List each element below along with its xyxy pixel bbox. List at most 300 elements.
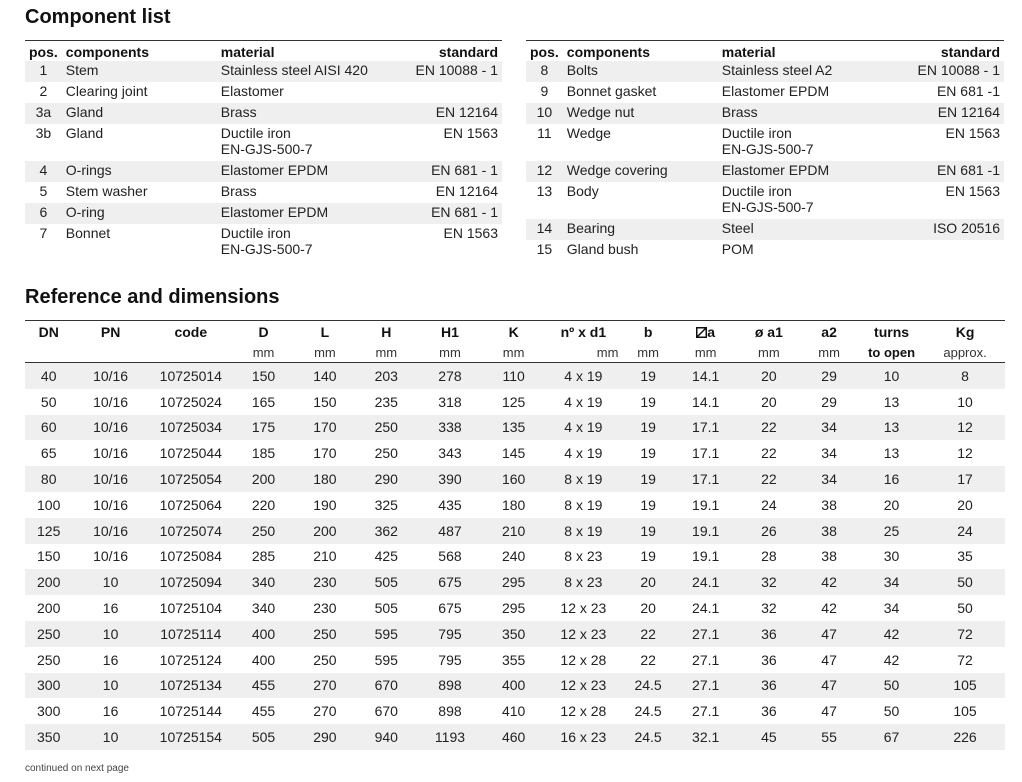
dim-cell: 36 <box>761 651 777 668</box>
dim-cell: 10725154 <box>149 724 233 750</box>
material-line: Ductile iron <box>220 225 291 241</box>
square-with-diagonal-icon <box>696 324 707 340</box>
dim-cell: 20 <box>761 393 777 410</box>
dimension-row <box>25 440 1005 466</box>
component-pos: 5 <box>39 183 48 199</box>
dim-cell: 200 <box>233 466 294 492</box>
component-name: Wedge covering <box>563 161 718 182</box>
component-pos: 9 <box>540 83 549 99</box>
dim-cell: 19 <box>622 518 673 544</box>
dim-cell: 10725114 <box>149 621 233 647</box>
dim-cell: 10/16 <box>72 363 148 389</box>
material-line: EN-GJS-500-7 <box>220 141 313 157</box>
component-pos: 10 <box>526 103 563 124</box>
dim-cell: 19 <box>640 496 656 513</box>
dim-cell: 595 <box>374 651 398 668</box>
dim-cell: 20 <box>957 496 973 513</box>
dim-cell: 675 <box>438 600 462 617</box>
dim-unit: mm <box>356 342 417 363</box>
dim-cell: 235 <box>374 393 398 410</box>
dim-cell: 32 <box>738 569 801 595</box>
dim-cell: 47 <box>800 621 858 647</box>
dim-cell: 230 <box>294 569 355 595</box>
component-table-left <box>25 40 502 261</box>
dim-cell: 14.1 <box>692 393 720 410</box>
dim-cell: 8 x 19 <box>544 466 622 492</box>
dim-cell: 24.5 <box>622 673 673 699</box>
dim-cell: 240 <box>501 548 526 565</box>
component-material <box>217 82 395 103</box>
dim-cell: 487 <box>417 518 483 544</box>
dim-cell: 200 <box>294 518 355 544</box>
dim-cell: 10725064 <box>159 496 222 513</box>
component-name: O-rings <box>62 161 217 182</box>
component-material <box>718 103 896 124</box>
dim-header: code <box>174 323 208 340</box>
dim-cell: 210 <box>313 548 337 565</box>
dim-cell: 38 <box>821 496 837 513</box>
dim-cell: 12 x 28 <box>560 703 607 720</box>
header-components: components <box>65 44 150 60</box>
dim-cell: 10725124 <box>159 651 222 668</box>
dim-cell: 180 <box>294 466 355 492</box>
component-name: Bearing <box>563 219 718 240</box>
dimension-row <box>25 363 1005 389</box>
dim-cell: 24.5 <box>622 724 673 750</box>
dim-cell: 19 <box>640 548 656 565</box>
dim-cell: 72 <box>925 621 1005 647</box>
component-row <box>526 103 1004 124</box>
dim-cell: 10725104 <box>159 600 222 617</box>
dim-cell: 300 <box>37 703 61 720</box>
dim-cell: 8 <box>925 363 1005 389</box>
component-pos: 13 <box>536 183 553 199</box>
dimension-row <box>25 544 1005 570</box>
dim-cell: 10 <box>72 673 148 699</box>
material-line: Stainless steel AISI 420 <box>220 62 368 78</box>
dim-cell: 250 <box>233 518 294 544</box>
dim-unit: mm <box>294 342 355 363</box>
dim-cell: 34 <box>800 415 858 441</box>
dim-cell: 350 <box>483 621 544 647</box>
dim-cell: 290 <box>294 724 355 750</box>
dimension-row <box>25 621 1005 647</box>
dim-cell: 10/16 <box>72 518 148 544</box>
component-pos: 2 <box>39 83 48 99</box>
component-standard: EN 1563 <box>443 225 498 241</box>
component-name: Stem washer <box>65 183 148 199</box>
material-line: Steel <box>721 220 754 236</box>
dim-cell: 50 <box>925 569 1005 595</box>
material-line: Elastomer EPDM <box>721 83 830 99</box>
component-name: Bonnet gasket <box>566 83 657 99</box>
dim-cell: 285 <box>251 548 276 565</box>
header-material: material <box>721 44 776 60</box>
component-row <box>526 161 1004 182</box>
component-material <box>217 103 395 124</box>
component-row <box>526 124 1004 161</box>
component-pos: 12 <box>526 161 563 182</box>
dim-cell: 270 <box>313 703 337 720</box>
dim-cell: 220 <box>251 496 276 513</box>
header-material: material <box>220 44 275 60</box>
dim-header: H <box>381 323 392 340</box>
dim-cell: 250 <box>374 445 398 462</box>
dimension-row <box>25 673 1005 699</box>
dim-cell: 28 <box>761 548 777 565</box>
dim-cell: 105 <box>953 703 977 720</box>
dim-cell: 19 <box>622 466 673 492</box>
dim-cell: 10/16 <box>93 393 129 410</box>
dim-cell: 36 <box>738 621 801 647</box>
dim-cell: 295 <box>501 600 526 617</box>
dim-cell: 200 <box>25 569 72 595</box>
dim-cell: 20 <box>640 600 656 617</box>
dimension-row <box>25 724 1005 750</box>
dim-cell: 16 <box>102 651 119 668</box>
component-name: Gland bush <box>566 241 639 257</box>
dim-cell: 16 <box>102 600 119 617</box>
dim-unit <box>72 342 148 363</box>
material-line: Brass <box>220 183 257 199</box>
dimension-row <box>25 389 1005 415</box>
dim-cell: 47 <box>821 703 837 720</box>
dim-cell: 17.1 <box>674 415 738 441</box>
dim-cell: 24 <box>925 518 1005 544</box>
dim-cell: 4 x 19 <box>544 415 622 441</box>
component-standard <box>395 82 502 103</box>
dim-cell: 455 <box>233 673 294 699</box>
dim-unit: mm <box>738 342 801 363</box>
dim-cell: 32.1 <box>674 724 738 750</box>
component-material <box>217 224 395 261</box>
component-row <box>25 124 502 161</box>
dim-cell: 150 <box>37 548 61 565</box>
component-pos: 8 <box>526 61 563 82</box>
dim-cell: 22 <box>761 445 777 462</box>
dim-cell: 13 <box>883 445 900 462</box>
component-row <box>25 103 502 124</box>
dimensions-title: Reference and dimensions <box>25 286 280 308</box>
dim-cell: 362 <box>356 518 417 544</box>
dim-cell: 17.1 <box>674 466 738 492</box>
dim-cell: 19.1 <box>692 496 720 513</box>
dim-cell: 250 <box>25 621 72 647</box>
dim-unit <box>149 342 233 363</box>
component-pos: 15 <box>536 241 553 257</box>
dim-cell: 185 <box>251 445 276 462</box>
dim-cell: 12 <box>957 445 973 462</box>
dim-unit: mm <box>483 342 544 363</box>
dim-header: PN <box>100 323 121 340</box>
material-line: Brass <box>220 104 257 120</box>
dim-cell: 400 <box>251 651 276 668</box>
component-row <box>25 182 502 203</box>
dim-cell: 150 <box>233 363 294 389</box>
dim-cell: 16 <box>102 703 119 720</box>
dim-cell: 34 <box>858 569 925 595</box>
component-material <box>217 203 395 224</box>
header-standard: standard <box>438 44 498 60</box>
dim-header: DN <box>38 323 59 340</box>
dim-cell: 38 <box>800 518 858 544</box>
dim-cell: 505 <box>233 724 294 750</box>
component-pos: 6 <box>25 203 62 224</box>
component-standard: EN 12164 <box>896 103 1004 124</box>
dim-cell: 42 <box>800 569 858 595</box>
dim-cell: 338 <box>417 415 483 441</box>
dim-header: L <box>320 323 330 340</box>
dim-cell: 350 <box>25 724 72 750</box>
dim-unit: mm <box>233 342 294 363</box>
dim-cell: 8 x 19 <box>564 496 603 513</box>
dim-cell: 40 <box>25 363 72 389</box>
material-line: Ductile iron <box>220 125 291 141</box>
component-pos: 4 <box>25 161 62 182</box>
dim-cell: 20 <box>883 496 900 513</box>
dim-cell: 390 <box>417 466 483 492</box>
dim-cell: 318 <box>438 393 462 410</box>
dim-cell: 19.1 <box>674 518 738 544</box>
dim-cell: 34 <box>800 466 858 492</box>
material-line: Brass <box>721 104 758 120</box>
dim-cell: 110 <box>483 363 544 389</box>
dim-header <box>674 321 738 343</box>
dim-cell: 50 <box>883 703 900 720</box>
dim-cell: 65 <box>40 445 57 462</box>
dim-cell: 595 <box>356 621 417 647</box>
component-pos: 3a <box>25 103 62 124</box>
dim-cell: 10 <box>72 724 148 750</box>
dim-cell: 250 <box>356 415 417 441</box>
dim-cell: 145 <box>501 445 526 462</box>
dim-cell: 505 <box>356 569 417 595</box>
component-name: O-ring <box>62 203 217 224</box>
component-name: Gland <box>65 125 104 141</box>
dim-header-label: a <box>707 323 716 340</box>
dim-cell: 24 <box>761 496 777 513</box>
component-pos: 14 <box>526 219 563 240</box>
dim-cell: 55 <box>800 724 858 750</box>
component-name: Body <box>566 183 599 199</box>
dim-cell: 505 <box>374 600 398 617</box>
component-name: Clearing joint <box>65 83 148 99</box>
dim-cell: 670 <box>356 673 417 699</box>
dim-cell: 175 <box>233 415 294 441</box>
dim-cell: 410 <box>501 703 526 720</box>
dim-cell: 16 x 23 <box>544 724 622 750</box>
dim-cell: 4 x 19 <box>544 363 622 389</box>
dim-cell: 10/16 <box>93 496 129 513</box>
dim-cell: 36 <box>761 703 777 720</box>
dim-cell: 200 <box>37 600 61 617</box>
material-line: EN-GJS-500-7 <box>721 141 814 157</box>
dim-cell: 125 <box>25 518 72 544</box>
component-row <box>526 182 1004 219</box>
dim-cell: 19 <box>640 393 656 410</box>
dim-cell: 20 <box>738 363 801 389</box>
dim-cell: 22 <box>738 466 801 492</box>
component-row <box>25 61 502 82</box>
dim-cell: 72 <box>957 651 973 668</box>
component-material <box>718 182 896 219</box>
dim-unit: mm <box>622 342 673 363</box>
dim-cell: 8 x 23 <box>564 548 603 565</box>
dim-cell: 180 <box>501 496 526 513</box>
dimensions-header <box>25 321 1005 343</box>
dim-cell: 10 <box>957 393 973 410</box>
dim-cell: 898 <box>417 673 483 699</box>
dim-cell: 29 <box>821 393 837 410</box>
dim-cell: 343 <box>438 445 462 462</box>
dim-cell: 10725044 <box>159 445 222 462</box>
dimension-row <box>25 569 1005 595</box>
dim-cell: 203 <box>356 363 417 389</box>
dim-cell: 24.5 <box>634 703 662 720</box>
dim-cell: 20 <box>622 569 673 595</box>
component-standard: EN 1563 <box>945 183 1000 199</box>
dim-cell: 10725014 <box>149 363 233 389</box>
dimension-row <box>25 698 1005 724</box>
dim-cell: 278 <box>417 363 483 389</box>
dim-cell: 400 <box>483 673 544 699</box>
material-line: Elastomer EPDM <box>220 204 329 220</box>
dim-cell: 13 <box>858 415 925 441</box>
material-line: EN-GJS-500-7 <box>721 199 814 215</box>
dim-cell: 60 <box>25 415 72 441</box>
dim-cell: 10 <box>858 363 925 389</box>
dim-cell: 4 x 19 <box>564 445 603 462</box>
dim-cell: 26 <box>738 518 801 544</box>
dim-cell: 295 <box>483 569 544 595</box>
dim-unit: mm <box>544 342 622 363</box>
component-material <box>718 124 896 161</box>
component-table-right <box>526 40 1004 261</box>
component-name: Stem <box>62 61 217 82</box>
dim-cell: 34 <box>883 600 900 617</box>
component-row <box>25 224 502 261</box>
dim-cell: 10725024 <box>159 393 222 410</box>
dim-cell: 105 <box>925 673 1005 699</box>
dim-cell: 10/16 <box>72 466 148 492</box>
dim-unit: mm <box>417 342 483 363</box>
component-standard: EN 681 - 1 <box>395 203 502 224</box>
header-pos: pos. <box>530 44 559 60</box>
material-line: Elastomer <box>220 83 284 99</box>
dim-cell: 230 <box>313 600 337 617</box>
dim-cell: 10 <box>72 569 148 595</box>
dim-cell: 19 <box>640 445 656 462</box>
component-standard <box>896 240 1004 261</box>
dim-cell: 12 <box>925 415 1005 441</box>
component-row <box>526 61 1004 82</box>
dim-cell: 100 <box>37 496 61 513</box>
component-row <box>526 219 1004 240</box>
dim-cell: 8 x 23 <box>544 569 622 595</box>
dim-unit: mm <box>800 342 858 363</box>
dim-cell: 270 <box>294 673 355 699</box>
dim-cell: 340 <box>233 569 294 595</box>
material-line: Elastomer EPDM <box>220 162 329 178</box>
dim-cell: 16 <box>858 466 925 492</box>
dim-cell: 150 <box>313 393 337 410</box>
dim-unit: approx. <box>925 342 1005 363</box>
dim-header: H1 <box>441 323 459 340</box>
component-material <box>718 161 896 182</box>
component-pos: 3b <box>35 125 52 141</box>
dim-header: Kg <box>955 323 975 340</box>
dim-cell: 30 <box>883 548 900 565</box>
dim-unit <box>25 342 72 363</box>
dim-cell: 226 <box>925 724 1005 750</box>
dim-unit: to open <box>858 342 925 363</box>
dim-header: K <box>508 323 519 340</box>
component-row <box>526 82 1004 103</box>
dim-cell: 32 <box>761 600 777 617</box>
dim-cell: 19 <box>622 363 673 389</box>
dim-cell: 13 <box>883 393 900 410</box>
dim-cell: 22 <box>640 651 656 668</box>
dimension-row <box>25 518 1005 544</box>
dimension-row <box>25 492 1005 518</box>
dim-cell: 29 <box>800 363 858 389</box>
component-standard: EN 681 -1 <box>896 161 1004 182</box>
material-line: Elastomer EPDM <box>721 162 830 178</box>
component-material <box>217 124 395 161</box>
component-pos: 1 <box>25 61 62 82</box>
dim-cell: 940 <box>356 724 417 750</box>
dim-cell: 10725084 <box>159 548 222 565</box>
component-list-title: Component list <box>25 6 171 28</box>
component-name: Wedge <box>566 125 611 141</box>
dim-cell: 250 <box>313 651 337 668</box>
dimension-row <box>25 415 1005 441</box>
dim-cell: 250 <box>37 651 61 668</box>
dim-cell: 42 <box>821 600 837 617</box>
dim-cell: 47 <box>800 673 858 699</box>
component-standard: ISO 20516 <box>896 219 1004 240</box>
material-line: Ductile iron <box>721 183 792 199</box>
dim-cell: 12 x 23 <box>560 600 607 617</box>
dim-cell: 35 <box>957 548 973 565</box>
dim-cell: 14.1 <box>674 363 738 389</box>
component-standard: EN 681 - 1 <box>395 161 502 182</box>
dim-cell: 460 <box>483 724 544 750</box>
dim-cell: 10725144 <box>159 703 222 720</box>
header-pos: pos. <box>29 44 58 60</box>
dim-cell: 42 <box>883 651 900 668</box>
header-standard: standard <box>940 44 1000 60</box>
dimension-row <box>25 466 1005 492</box>
dim-cell: 27.1 <box>674 673 738 699</box>
component-row <box>25 161 502 182</box>
dim-cell: 160 <box>483 466 544 492</box>
dim-cell: 10/16 <box>72 415 148 441</box>
dim-cell: 898 <box>438 703 462 720</box>
dim-cell: 10/16 <box>93 445 129 462</box>
dim-cell: 24.1 <box>674 569 738 595</box>
component-standard: EN 681 -1 <box>936 83 1000 99</box>
dim-cell: 80 <box>25 466 72 492</box>
dim-cell: 50 <box>957 600 973 617</box>
component-material <box>718 219 896 240</box>
dim-cell: 210 <box>483 518 544 544</box>
component-material <box>217 182 395 203</box>
component-pos: 11 <box>537 125 552 141</box>
component-row <box>25 203 502 224</box>
dim-cell: 290 <box>356 466 417 492</box>
dim-cell: 27.1 <box>674 621 738 647</box>
